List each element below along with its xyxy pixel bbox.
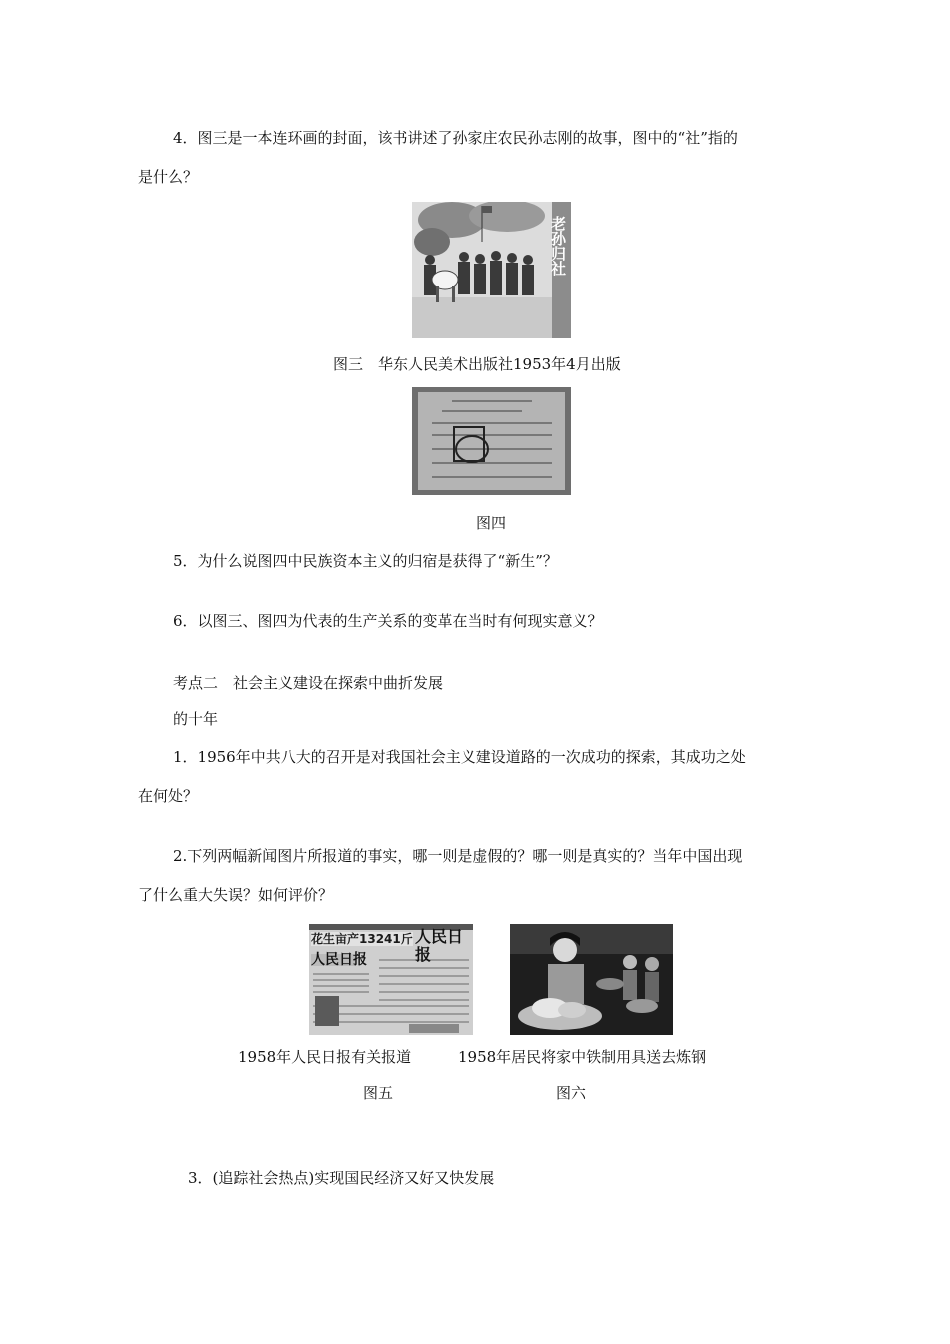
- figure-5-caption: 1958年人民日报有关报道: [238, 1048, 412, 1066]
- question-5: 5．为什么说图四中民族资本主义的归宿是获得了“新生”？: [173, 552, 558, 570]
- section-2-question-1-line-2: 在何处？: [138, 787, 199, 805]
- question-4-line-1: 4．图三是一本连环画的封面，该书讲述了孙家庄农民孙志刚的故事，图中的“社”指的: [173, 129, 738, 147]
- question-6: 6．以图三、图四为代表的生产关系的变革在当时有何现实意义？: [173, 612, 603, 630]
- figure-3-cover-title: 老孙归社: [549, 216, 567, 276]
- figure-5-newspaper-photo: [309, 924, 473, 1035]
- figure-3-caption: 图三 华东人民美术出版社1953年4月出版: [333, 355, 621, 373]
- section-2-title-line-2: 的十年: [173, 710, 219, 728]
- figure-3-comic-cover: [412, 202, 571, 338]
- figure-6-photo: [510, 924, 673, 1035]
- section-2-title-line-1: 考点二 社会主义建设在探索中曲折发展: [173, 674, 444, 692]
- figure-6-caption: 1958年居民将家中铁制用具送去炼钢: [458, 1048, 707, 1066]
- figure-4-certificate-photo: [412, 387, 571, 495]
- figure-5-headline: 花生亩产13241斤: [311, 932, 413, 946]
- figure-5-label: 图五: [363, 1084, 394, 1102]
- section-2-question-1-line-1: 1．1956年中共八大的召开是对我国社会主义建设道路的一次成功的探索，其成功之处: [173, 748, 746, 766]
- figure-4-caption: 图四: [476, 514, 507, 532]
- section-2-question-3: 3．(追踪社会热点)实现国民经济又好又快发展: [188, 1169, 495, 1187]
- figure-6-label: 图六: [556, 1084, 587, 1102]
- question-4-line-2: 是什么？: [138, 168, 199, 186]
- section-2-question-2-line-2: 了什么重大失误？如何评价？: [138, 886, 334, 904]
- figure-5-masthead-left: 人民日报: [311, 952, 367, 968]
- section-2-question-2-line-1: 2.下列两幅新闻图片所报道的事实，哪一则是虚假的？哪一则是真实的？当年中国出现: [173, 847, 743, 865]
- figure-6-illustration: [510, 924, 673, 1035]
- figure-5-masthead-top: 人民日报: [415, 927, 464, 964]
- figure-4-certificate: [412, 387, 571, 495]
